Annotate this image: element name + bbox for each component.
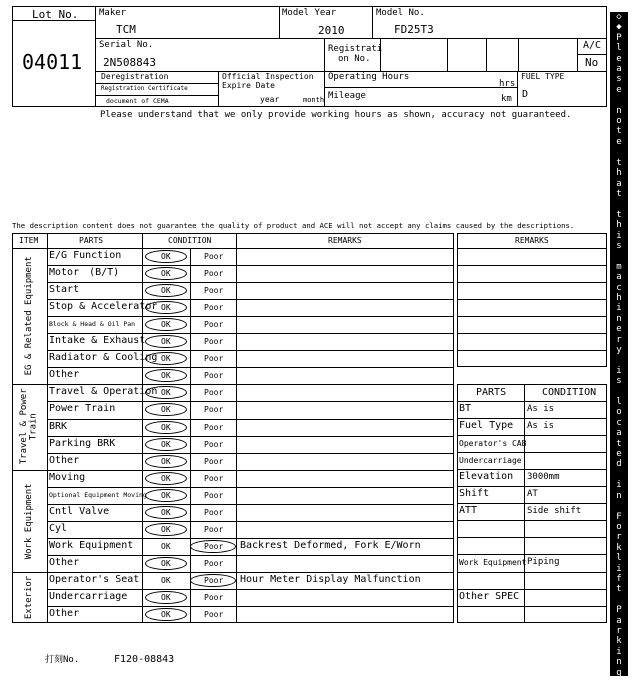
ok-label: OK <box>161 252 171 261</box>
spec-row <box>457 606 607 623</box>
spec-value: Side shift <box>527 506 582 517</box>
ok-label: OK <box>161 593 171 602</box>
part-name: Undercarriage <box>49 591 128 602</box>
spec-part: Fuel Type <box>459 420 514 432</box>
part-name: Stop & Accelerator <box>49 301 158 313</box>
table-row <box>47 572 454 589</box>
deregistration-label: Deregistration <box>101 72 169 81</box>
spec-part: ATT <box>459 505 478 517</box>
spec-row <box>457 486 607 503</box>
fuel-type-label: FUEL TYPE <box>521 72 565 81</box>
remarks-row-line <box>457 350 607 351</box>
ok-label: OK <box>161 490 171 500</box>
ok-label: OK <box>161 354 171 364</box>
ok-label: OK <box>161 303 171 313</box>
poor-label: Poor <box>204 524 224 534</box>
poor-label: Poor <box>204 354 224 364</box>
col-parts-header: PARTS <box>79 236 104 245</box>
table-row <box>47 350 454 367</box>
ok-label: OK <box>161 558 171 568</box>
group-label: Exterior <box>23 575 34 620</box>
table-row <box>47 384 454 401</box>
poor-label: Poor <box>204 320 224 330</box>
fuel-type-value: D <box>522 89 529 100</box>
inspection-label-1: Official Inspection <box>222 72 314 81</box>
spec-value: Piping <box>527 557 560 568</box>
ok-label: OK <box>161 439 171 449</box>
part-name: Power Train <box>49 403 116 415</box>
part-name: Cntl Valve <box>49 505 110 517</box>
table-row <box>47 401 454 418</box>
lot-no-value: 04011 <box>22 50 83 74</box>
spec-part: Operator's CAB <box>459 439 527 449</box>
spec-part: Shift <box>459 488 490 500</box>
remarks-row-line <box>457 316 607 317</box>
ok-selected-circle <box>145 335 187 348</box>
ok-selected-circle <box>145 250 187 263</box>
poor-label: Poor <box>204 337 224 347</box>
ac-label: A/C <box>583 40 602 51</box>
inspection-label-2: Expire Date <box>222 81 275 90</box>
ok-label: OK <box>161 456 171 466</box>
poor-label: Poor <box>204 507 224 517</box>
poor-label: Poor <box>204 610 224 620</box>
ok-selected-circle <box>145 267 187 280</box>
registration-certificate-label: Registration Certificate <box>101 85 188 92</box>
part-name: Moving <box>49 471 86 483</box>
table-row <box>47 589 454 606</box>
lot-no-label: Lot No. <box>32 8 79 21</box>
remark-text: Backrest Deformed, Fork E/Worn <box>240 539 421 551</box>
table-row <box>47 453 454 470</box>
spec-value: AT <box>527 489 538 500</box>
spec-row <box>457 401 607 418</box>
table-row <box>47 282 454 299</box>
ok-selected-circle <box>145 489 187 502</box>
ok-label: OK <box>161 405 171 415</box>
ok-label: OK <box>161 320 171 330</box>
ok-selected-circle <box>145 284 187 297</box>
spec-parts-header: PARTS <box>476 387 507 398</box>
registration-label-1: Registrati <box>328 44 383 54</box>
poor-label: Poor <box>204 269 224 279</box>
part-name: Parking BRK <box>49 437 116 449</box>
spec-row <box>457 572 607 589</box>
part-name: Travel & Operation <box>49 386 158 398</box>
spec-condition-header: CONDITION <box>542 387 597 398</box>
ok-label: OK <box>161 286 171 296</box>
ok-label: OK <box>161 507 171 517</box>
spec-row <box>457 418 607 435</box>
part-name: Optional Equipment Moving <box>49 490 147 499</box>
table-row <box>47 419 454 436</box>
spec-part: Other SPEC <box>459 590 520 602</box>
ok-selected-circle <box>145 386 187 399</box>
ac-value: No <box>585 56 599 69</box>
remarks-row-line <box>457 299 607 300</box>
poor-label: Poor <box>204 593 224 602</box>
ok-selected-circle <box>145 318 187 331</box>
ok-selected-circle <box>145 438 187 451</box>
spec-row <box>457 589 607 606</box>
table-row <box>47 487 454 504</box>
ok-label: OK <box>161 422 171 432</box>
table-row <box>47 333 454 350</box>
side-banner: ◇ ◆ P l e a s e n o t e t h a t t h i s m a c h i n e r y i s l o c a t e d i n F o r k l i f t P a r k i n g ◆ ◇ <box>610 12 628 676</box>
table-row <box>47 470 454 487</box>
serial-no-value: 2N508843 <box>103 56 156 69</box>
part-name: Block & Head & Oil Pan <box>49 320 136 329</box>
ok-selected-circle <box>145 369 187 382</box>
part-name: Work Equipment <box>49 539 134 551</box>
ok-selected-circle <box>145 591 187 604</box>
table-row <box>47 367 454 384</box>
table-row <box>47 436 454 453</box>
remarks-row-line <box>457 333 607 334</box>
ok-label: OK <box>161 610 171 620</box>
part-name: Other <box>49 608 80 620</box>
ok-selected-circle <box>145 506 187 519</box>
ok-label: OK <box>161 337 171 347</box>
spec-part: BT <box>459 403 472 414</box>
poor-label: Poor <box>204 422 224 432</box>
poor-label: Poor <box>204 303 224 313</box>
table-row <box>47 265 454 282</box>
part-name: Other <box>49 556 80 568</box>
part-name: Other <box>49 454 80 466</box>
poor-label: Poor <box>204 286 224 296</box>
table-row <box>47 316 454 333</box>
poor-label: Poor <box>204 456 224 466</box>
ok-label: OK <box>161 541 171 551</box>
remarks-row-line <box>457 248 607 249</box>
ok-selected-circle <box>145 301 187 314</box>
poor-label: Poor <box>204 388 224 398</box>
group-label: Work Equipment <box>23 482 34 559</box>
poor-label: Poor <box>204 439 224 449</box>
spec-value: As is <box>527 421 555 432</box>
poor-selected-circle <box>190 574 236 587</box>
spec-row <box>457 435 607 452</box>
poor-label: Poor <box>204 405 224 415</box>
part-name: Motor (B/T) <box>49 267 120 279</box>
part-name: Operator's Seat <box>49 573 140 585</box>
ok-selected-circle <box>145 421 187 434</box>
poor-label: Poor <box>204 541 224 551</box>
remark-text: Hour Meter Display Malfunction <box>240 573 421 585</box>
model-year-value: 2010 <box>318 24 345 37</box>
part-name: Cyl <box>49 522 68 534</box>
hrs-label: hrs <box>499 79 516 89</box>
spec-part: Work Equipment <box>459 558 527 568</box>
stamp-number: F120-08843 <box>114 654 175 665</box>
part-name: Other <box>49 369 80 381</box>
month-label: month <box>303 96 325 104</box>
ok-selected-circle <box>145 557 187 570</box>
spec-value: 3000mm <box>527 472 560 483</box>
col-remarks-header: REMARKS <box>328 236 362 245</box>
poor-label: Poor <box>204 558 224 568</box>
part-name: E/G Function <box>49 250 122 261</box>
serial-no-label: Serial No. <box>99 40 154 50</box>
remarks-row-line <box>457 265 607 266</box>
poor-label: Poor <box>204 490 224 500</box>
spec-part: Undercarriage <box>459 456 522 466</box>
ok-selected-circle <box>145 608 187 621</box>
ok-label: OK <box>161 473 171 483</box>
model-no-label: Model No. <box>376 8 425 18</box>
poor-label: Poor <box>204 371 224 381</box>
part-name: Radiator & Cooling <box>49 352 158 364</box>
table-row <box>47 538 454 555</box>
hours-notice: Please understand that we only provide working hours as shown, accuracy not guaranteed. <box>100 110 572 120</box>
col-item-header: ITEM <box>19 236 39 245</box>
spec-part: Elevation <box>459 471 514 483</box>
model-no-value: FD25T3 <box>394 23 434 36</box>
table-row <box>47 504 454 521</box>
ok-label: OK <box>161 269 171 279</box>
table-row <box>47 606 454 623</box>
stamp-label: 打刻No. <box>45 655 80 665</box>
ok-selected-circle <box>145 352 187 365</box>
ok-label: OK <box>161 524 171 534</box>
operating-hours-label: Operating Hours <box>328 72 410 82</box>
year-label: year <box>260 95 280 104</box>
group-label: EG & Related Equipment <box>23 256 34 376</box>
poor-selected-circle <box>190 540 236 553</box>
km-label: km <box>501 94 512 104</box>
part-name: Intake & Exhaust <box>49 335 146 347</box>
part-name: BRK <box>49 420 68 432</box>
ok-selected-circle <box>145 455 187 468</box>
group-label: Travel & Power Train <box>19 389 39 465</box>
spec-row <box>457 469 607 486</box>
table-row <box>47 299 454 316</box>
ok-label: OK <box>161 388 171 398</box>
spec-row <box>457 520 607 537</box>
remarks-frame <box>457 233 607 367</box>
spec-row <box>457 537 607 554</box>
registration-label-2: on No. <box>338 54 371 64</box>
remarks-row-line <box>457 282 607 283</box>
ok-selected-circle <box>145 403 187 416</box>
remarks-header: REMARKS <box>515 236 549 245</box>
model-year-label: Model Year <box>282 8 337 18</box>
spec-row <box>457 452 607 469</box>
spec-value: As is <box>527 404 555 414</box>
poor-label: Poor <box>204 575 224 585</box>
spec-row <box>457 554 607 571</box>
table-row <box>47 555 454 572</box>
cema-label: document of CEMA <box>106 97 169 105</box>
ok-label: OK <box>161 371 171 381</box>
mileage-label: Mileage <box>328 91 366 101</box>
spec-row <box>457 503 607 520</box>
maker-label: Maker <box>99 8 127 18</box>
maker-value: TCM <box>116 23 136 36</box>
table-row <box>47 521 454 538</box>
part-name: Start <box>49 284 80 296</box>
disclaimer: The description content does not guarantee the quality of product and ACE will not accept any claims caused by the descriptions. <box>12 221 575 230</box>
table-row <box>47 248 454 265</box>
ok-label: OK <box>161 575 171 585</box>
poor-label: Poor <box>204 252 224 261</box>
col-condition-header: CONDITION <box>168 236 212 245</box>
ok-selected-circle <box>145 472 187 485</box>
poor-label: Poor <box>204 473 224 483</box>
ok-selected-circle <box>145 523 187 536</box>
